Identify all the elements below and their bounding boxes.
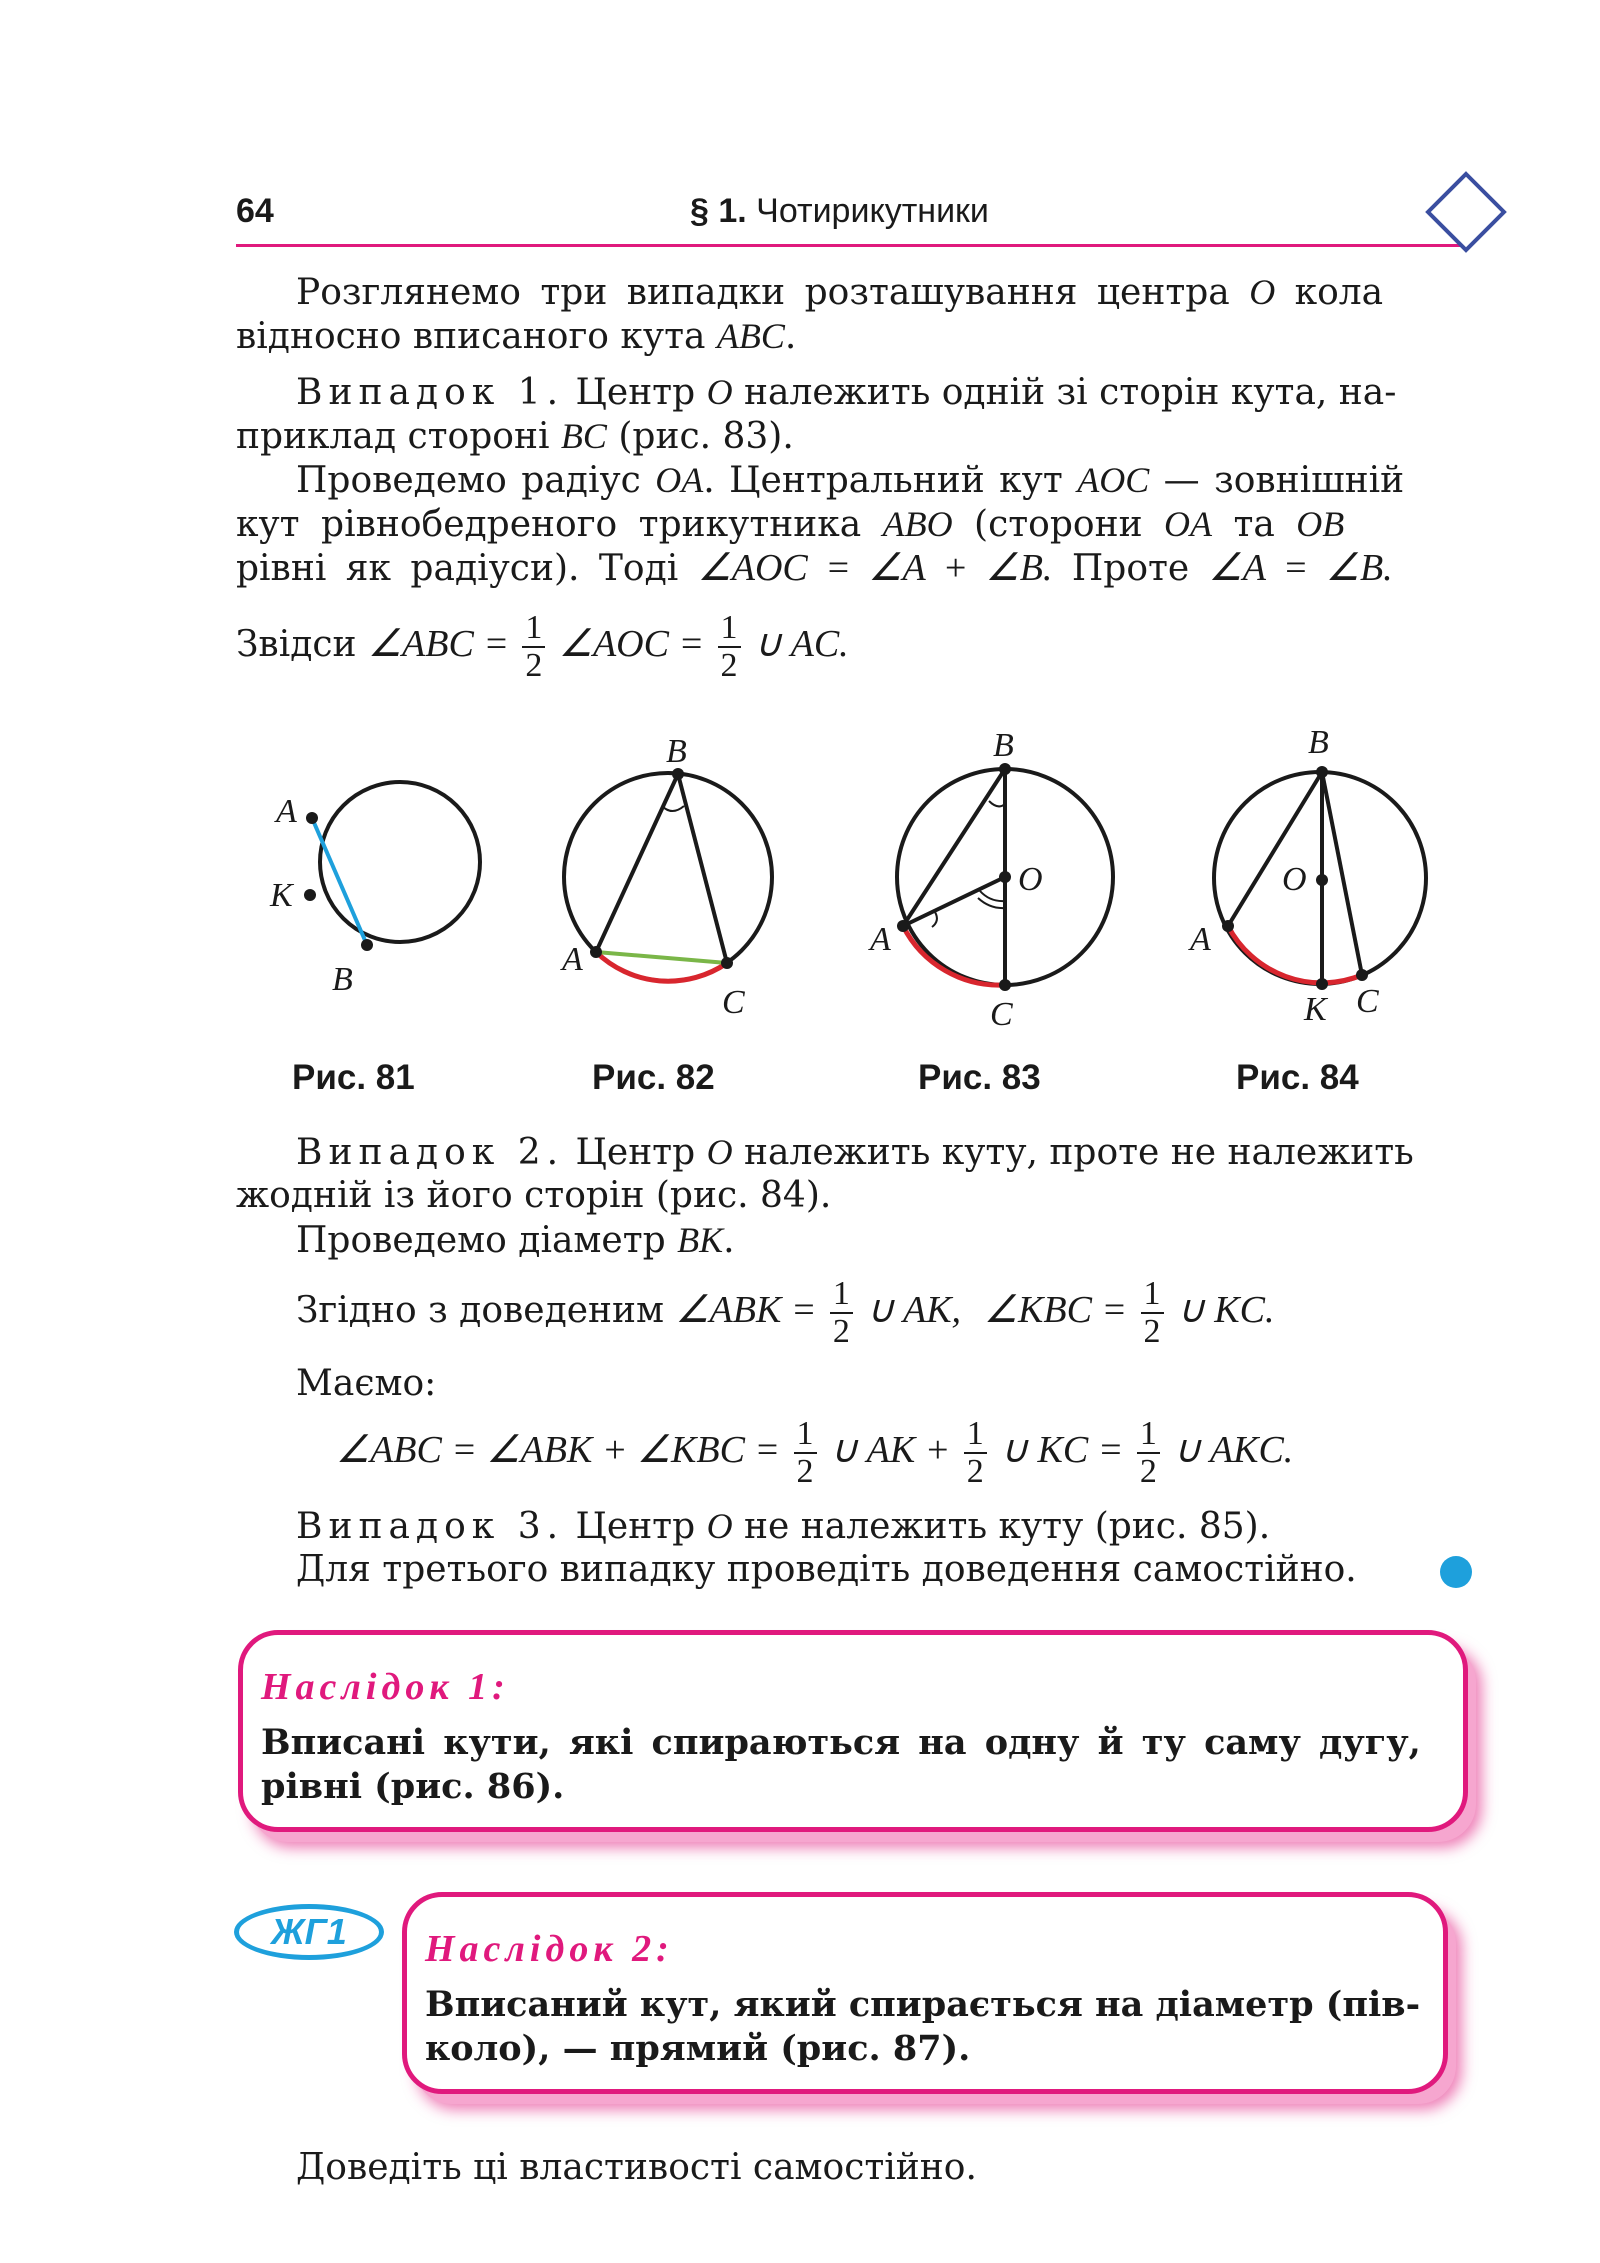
closing-line: Доведіть ці властивості самостійно. (296, 2147, 977, 2188)
section-symbol: § 1. (690, 192, 747, 230)
fig84-label-c: C (1356, 983, 1379, 1020)
fig84-label-k: K (1304, 991, 1327, 1028)
figure-81 (269, 782, 480, 998)
case1-line-4: кут рівнобедреного трикутника ABO (сторони OA та OB (236, 504, 1345, 545)
fig82-label-a: A (562, 941, 583, 978)
case2-line-4: Згідно з доведеним ∠ABK = $\frac{1}{2}$ ∪ AK, ∠KBC = $\frac{1}{2}$ ∪ KC. (296, 1275, 1275, 1350)
figures-row (0, 700, 1600, 1120)
section-title (690, 192, 989, 231)
case2-line-6: ∠ABC = ∠ABK + ∠KBC = $\frac{1}{2}$ ∪ AK + $\frac{1}{2}$ ∪ KC = $\frac{1}{2}$ ∪ AKC. (336, 1415, 1294, 1490)
corollary-1-title: Наслідок 1: (261, 1666, 510, 1708)
caption-fig-84: Рис. 84 (1236, 1058, 1359, 1097)
caption-fig-81: Рис. 81 (292, 1058, 415, 1097)
corollary-1-line-1: Вписані кути, які спираються на одну й ту саму дугу, (261, 1722, 1421, 1763)
fig83-label-o: O (1018, 861, 1043, 898)
intro-line-2: відносно вписаного кута ABC. (236, 316, 797, 357)
case1-line-3: Проведемо радіус OA. Центральний кут AOC — зовнішній (296, 460, 1405, 501)
fig82-label-c: C (722, 984, 745, 1021)
case2-line-3: Проведемо діаметр BK. (296, 1220, 735, 1261)
case2-line-5: Маємо: (296, 1363, 437, 1404)
fig83-label-c: C (990, 996, 1013, 1033)
fig82-label-b: B (666, 733, 687, 770)
figure-84 (1188, 724, 1426, 1028)
fig84-label-o: O (1282, 861, 1307, 898)
corollary-2-title: Наслідок 2: (425, 1928, 674, 1970)
figure-82 (560, 733, 772, 1021)
case1-line-5: рівні як радіуси). Тоді ∠AOC = ∠A + ∠B. Проте ∠A = ∠B. (236, 547, 1393, 589)
corollary-2-box (402, 1892, 1448, 2094)
corollary-2-line-1: Вписаний кут, який спирається на діаметр (пів- (425, 1984, 1421, 2025)
caption-fig-83: Рис. 83 (918, 1058, 1041, 1097)
end-of-proof-dot (1440, 1556, 1472, 1588)
badge-zhg1: ЖГ1 (234, 1904, 384, 1960)
fig84-label-a: A (1190, 921, 1211, 958)
case1-line-6: Звідси ∠ABC = $\frac{1}{2}$ ∠AOC = $\frac{1}{2}$ ∪ AC. (236, 609, 849, 684)
case2-line-1: Випадок 2. Центр O належить куту, проте не належить (296, 1132, 1414, 1173)
figure-83 (868, 727, 1113, 1033)
case3-line-1: Випадок 3. Центр O не належить куту (рис. 85). (296, 1506, 1271, 1547)
header-rule (236, 244, 1466, 247)
page-number: 64 (236, 192, 274, 230)
fig81-label-b: B (332, 961, 353, 998)
corollary-2-line-2: коло), — прямий (рис. 87). (425, 2028, 971, 2069)
caption-fig-82: Рис. 82 (592, 1058, 715, 1097)
case1-line-1: Випадок 1. Центр O належить одній зі сторін кута, на- (296, 372, 1397, 413)
fig84-label-b: B (1308, 724, 1329, 761)
corollary-1-box (238, 1630, 1468, 1832)
fig83-label-a: A (870, 921, 891, 958)
corollary-1-line-2: рівні (рис. 86). (261, 1766, 565, 1807)
case2-line-2: жодній із його сторін (рис. 84). (236, 1175, 832, 1216)
fig83-label-b: B (993, 727, 1014, 764)
fig81-label-k: K (270, 877, 293, 914)
case1-line-2: приклад стороні BC (рис. 83). (236, 416, 794, 457)
intro-line-1: Розглянемо три випадки розташування центра O кола (296, 272, 1384, 313)
diamond-icon (1424, 170, 1508, 254)
section-name: Чотирикутники (756, 192, 989, 230)
case3-line-2: Для третього випадку проведіть доведення самостійно. (296, 1549, 1357, 1590)
fig81-label-a: A (276, 793, 297, 830)
